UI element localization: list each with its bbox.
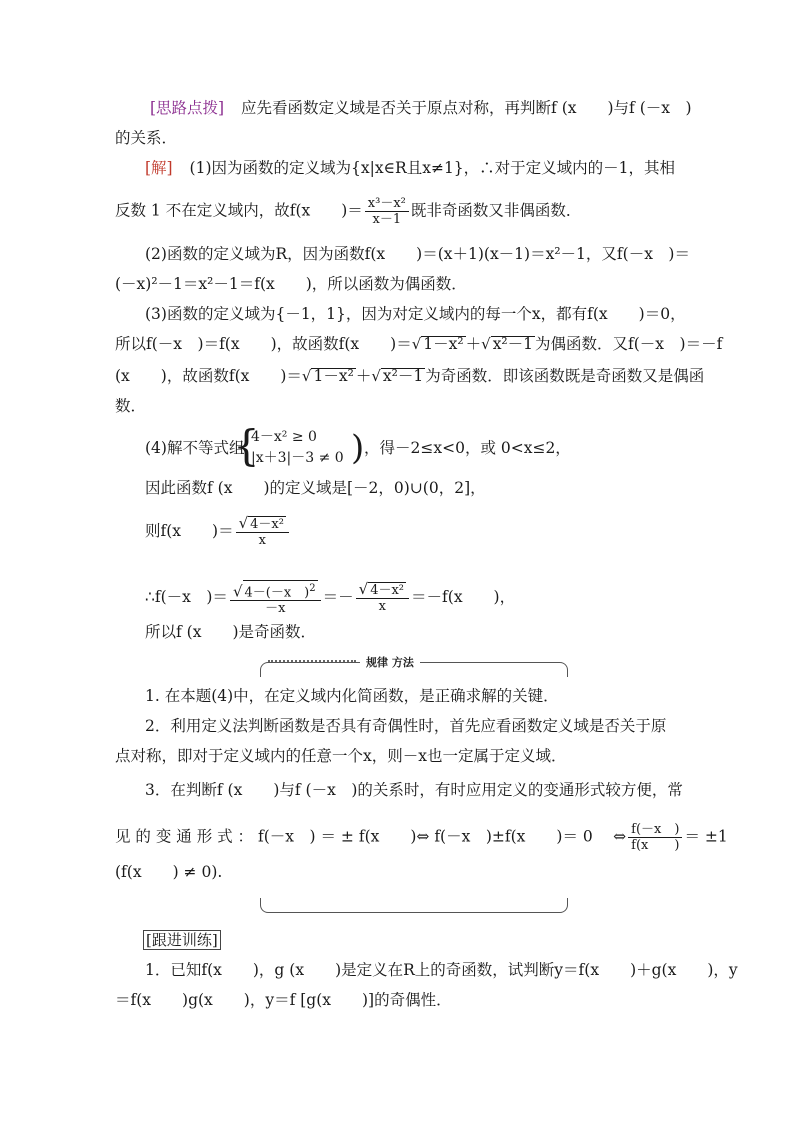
solution-p3-l3 [115,366,704,386]
solution-p3-l2 [115,334,722,354]
radicand [243,580,318,600]
method-box-label: 规律 方法 [360,654,420,670]
solution-p1-l2 [115,196,581,227]
fraction-numerator: f(－x ) [628,822,682,838]
method-box-dots [268,660,356,662]
method-3-l3: (f(x ) ≠ 0). [115,863,223,881]
solution-p3-l4: 数． [115,397,147,415]
solution-p2-l2: (－x)²－1＝x²－1＝f(x )，所以函数为偶函数． [115,275,467,293]
sqrt-sign: √ [358,580,369,599]
sqrt-sign: √ [371,367,381,385]
inequality-system [233,421,365,470]
hint-text-1: 应先看函数定义域是否关于原点对称，再判断f (x )与f (－x ) [241,99,692,117]
system-row-2: |x＋3|－3 ≠ 0 [251,450,344,466]
radicand: x²－1 [382,367,424,385]
p4-l4-mid: ＝－ [322,588,354,607]
fraction-denominator: x [258,533,266,548]
p3-l2-text-b: 为偶函数．又f(－x )＝－f [535,335,723,353]
p1-text-a: 反数 1 不在定义域内，故f(x )＝ [115,201,363,220]
plus-sign: ＋ [465,335,482,353]
solution-p4-l3 [145,516,291,548]
method-box-bottom [260,898,568,913]
fraction-numerator: x³－x² [365,196,409,212]
p3-l3-text-a: (x )，故函数f(x )＝ [115,367,302,385]
fraction-denominator: x [378,599,386,615]
fraction-numerator [236,516,289,533]
radicand: 1－x² [313,367,354,385]
plus-sign: ＋ [355,367,372,385]
follow-q1-l1: 1．已知f(x )，g (x )是定义在R上的奇函数，试判断y＝f(x )＋g(x )，y [145,961,738,979]
fraction-denominator: f(x ) [631,838,680,853]
method-3-l2 [115,822,728,853]
radicand: 4－x² [370,583,405,599]
radicand-text: 4－(－x ) [244,585,310,601]
solution-p4-l5: 所以f (x )是奇函数． [145,623,317,641]
system-row-1: 4－x² ≥ 0 [251,429,317,445]
fraction-denominator: x－1 [372,212,402,227]
p3-l3-text-b: 为奇函数．即该函数既是奇函数又是偶函 [425,367,705,385]
solution-p3-l1: (3)函数的定义域为{－1，1}，因为对定义域内的每一个x，都有f(x )＝0， [145,305,686,323]
fraction-denominator: －x [265,601,286,617]
fraction [236,516,289,548]
right-paren: ) [351,428,365,468]
follow-q1-l2: ＝f(x )g(x )，y＝f [g(x )]的奇偶性． [115,991,452,1009]
solution-p4-l4 [145,580,515,616]
solution-tag: [解] [145,159,173,177]
p4-l4-text-b: ＝－f(x )， [411,588,516,607]
solution-p4-l2: 因此函数f (x )的定义域是[－2，0)∪(0，2]， [145,479,486,497]
left-brace: { [233,421,260,470]
hint-text-2: 的关系． [115,129,178,147]
fraction [628,822,682,853]
radicand: 4－x² [250,517,284,532]
p1-text-b: 既非奇函数又非偶函数． [410,201,582,220]
fraction-numerator [230,580,321,601]
fraction [365,196,409,227]
method-1: 1. 在本题(4)中，在定义域内化简函数，是正确求解的关键． [145,687,559,705]
p3-l2-text-a: 所以f(－x )＝f(x )，故函数f(x )＝ [115,335,412,353]
sqrt-sign: √ [411,335,422,353]
solution-p1-l1: (1)因为函数的定义域为{x|x∈R且x≠1}，∴对于定义域内的－1，其相 [189,159,676,177]
m3-l2-text-a: 见 的 变 通 形 式 ： f(－x ) ＝ ± f(x )⇔ f(－x )±f(x )＝ 0 ⇔ [115,827,627,846]
p4-l3-text-a: 则f(x )＝ [145,522,234,540]
radicand: 1－x² [423,335,464,353]
fraction-numerator [356,582,409,599]
fraction [230,580,321,616]
method-2-l1: 2．利用定义法判断函数是否具有奇偶性时，首先应看函数定义域是否关于原 [145,717,667,735]
sqrt-sign: √ [301,367,312,385]
sqrt-sign: √ [238,514,249,532]
solution-p4-l1-a: (4)解不等式组 [145,439,245,457]
solution-p2-l1: (2)函数的定义域为R，因为函数f(x )＝(x＋1)(x－1)＝x²－1，又f(－x )＝ [145,245,690,263]
method-3-l1: 3．在判断f (x )与f (－x )的关系时，有时应用定义的变通形式较方便，常 [145,781,683,799]
superscript-2: 2 [309,583,316,594]
follow-tag: [跟进训练] [143,930,221,950]
p4-l4-text-a: ∴f(－x )＝ [145,588,228,607]
m3-l2-text-b: ＝ ±1 [684,827,728,846]
radicand: x²－1 [492,335,534,353]
method-2-l2: 点对称，即对于定义域内的任意一个x，则－x也一定属于定义域． [115,747,567,765]
fraction [356,582,409,614]
solution-line-1 [145,158,675,178]
hint-line-1 [150,98,692,118]
sqrt-sign: √ [481,335,491,353]
solution-p4-l1-b: ，得－2≤x<0，或 0<x≤2， [364,439,571,457]
sqrt-sign: √ [232,582,243,601]
hint-tag: [思路点拨] [150,99,225,117]
